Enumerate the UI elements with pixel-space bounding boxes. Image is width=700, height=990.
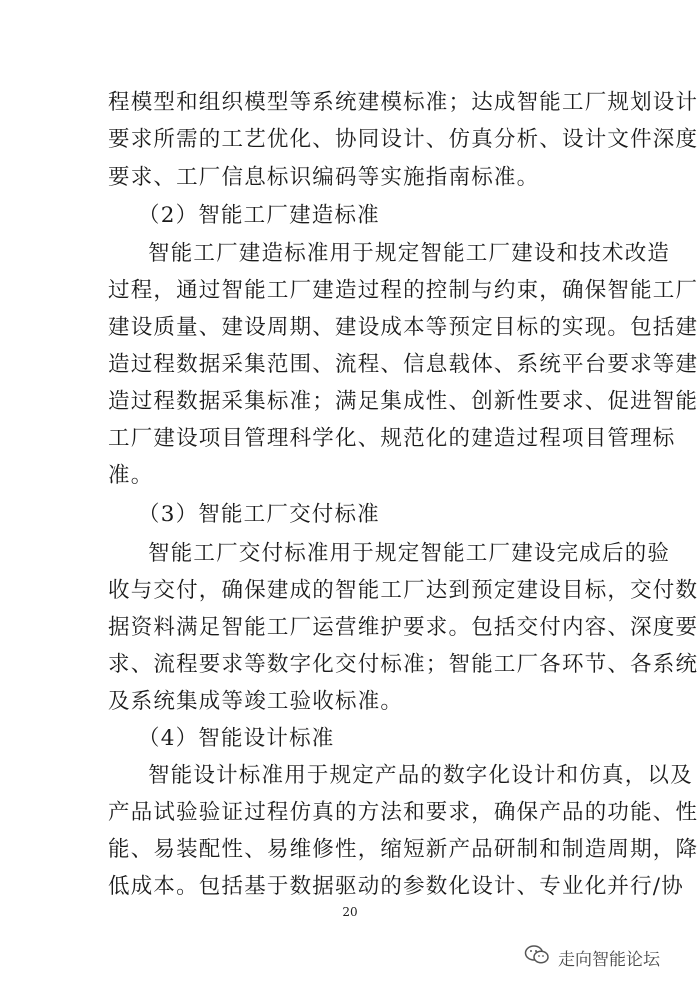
body-line: 建设质量、建设周期、建设成本等预定目标的实现。包括建 (108, 315, 699, 340)
body-line: 要求、工厂信息标识编码等实施指南标准。 (108, 165, 540, 190)
body-line: 智能设计标准用于规定产品的数字化设计和仿真，以及 (148, 763, 693, 788)
body-line: 智能工厂建造标准用于规定智能工厂建设和技术改造 (148, 241, 671, 266)
watermark-text: 走向智能论坛 (558, 950, 660, 970)
body-line: 过程，通过智能工厂建造过程的控制与约束，确保智能工厂 (108, 278, 699, 303)
wechat-icon (524, 944, 550, 971)
body-line: 要求所需的工艺优化、协同设计、仿真分析、设计文件深度 (108, 127, 699, 152)
body-line: 准。 (108, 463, 154, 488)
body-line: 收与交付，确保建成的智能工厂达到预定建设目标，交付数 (108, 578, 699, 603)
body-line: 及系统集成等竣工验收标准。 (108, 689, 404, 714)
body-line: 求、流程要求等数字化交付标准；智能工厂各环节、各系统 (108, 652, 699, 677)
section-heading: （2）智能工厂建造标准 (138, 203, 380, 228)
body-line: 产品试验验证过程仿真的方法和要求，确保产品的功能、性 (108, 800, 699, 825)
body-line: 据资料满足智能工厂运营维护要求。包括交付内容、深度要 (108, 615, 699, 640)
body-line: 程模型和组织模型等系统建模标准；达成智能工厂规划设计 (108, 90, 699, 115)
body-line: 造过程数据采集标准；满足集成性、创新性要求、促进智能 (108, 389, 699, 414)
section-heading: （4）智能设计标准 (138, 726, 335, 751)
body-line: 造过程数据采集范围、流程、信息载体、系统平台要求等建 (108, 352, 699, 377)
section-heading: （3）智能工厂交付标准 (138, 502, 380, 527)
body-line: 低成本。包括基于数据驱动的参数化设计、专业化并行/协 (108, 874, 684, 899)
body-line: 能、易装配性、易维修性，缩短新产品研制和制造周期，降 (108, 837, 699, 862)
body-line: 工厂建设项目管理科学化、规范化的建造过程项目管理标 (108, 426, 676, 451)
page-number: 20 (342, 905, 358, 919)
body-line: 智能工厂交付标准用于规定智能工厂建设完成后的验 (148, 541, 671, 566)
watermark (524, 944, 660, 971)
